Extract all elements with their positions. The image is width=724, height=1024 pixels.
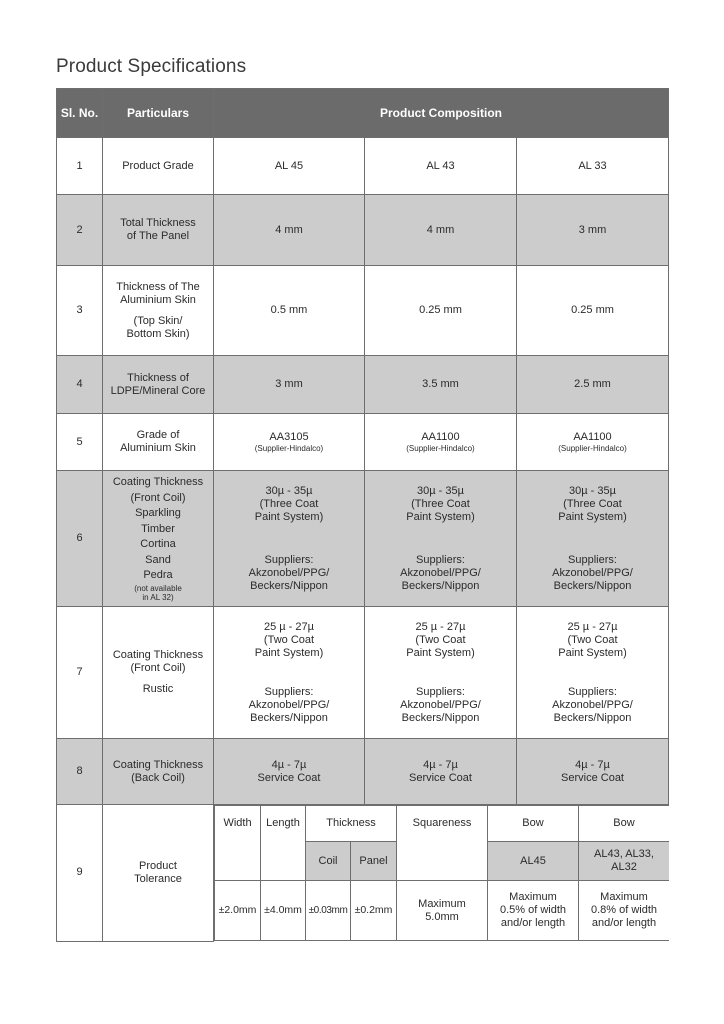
grade-al43-value: AL 43 xyxy=(365,138,517,195)
grade-al45-value: AL 45 xyxy=(214,138,365,195)
table-row xyxy=(57,414,669,471)
table-row xyxy=(57,356,669,414)
grade-al33-value: AL 33 xyxy=(517,138,669,195)
grade-al43-value: 3.5 mm xyxy=(365,356,517,414)
coating-spec: 30µ - 35µ (Three Coat Paint System) xyxy=(406,484,475,523)
thickness-panel-header: Panel xyxy=(351,842,397,881)
suppliers: Suppliers: Akzonobel/PPG/ Beckers/Nippon xyxy=(248,685,330,724)
row-number: 2 xyxy=(57,195,103,266)
table-row xyxy=(57,195,669,266)
width-tolerance: ±2.0mm xyxy=(215,881,261,941)
grade-al45-value: 0.5 mm xyxy=(214,266,365,356)
row-number: 8 xyxy=(57,739,103,805)
page-title: Product Specifications xyxy=(56,56,247,77)
grade-al33-value xyxy=(517,471,669,607)
row-particular: Thickness of LDPE/Mineral Core xyxy=(103,356,214,414)
suppliers: Suppliers: Akzonobel/PPG/ Beckers/Nippon xyxy=(400,685,481,724)
table-row xyxy=(57,739,669,805)
suppliers: Suppliers: Akzonobel/PPG/ Beckers/Nippon xyxy=(552,553,633,592)
row-particular-note: Rustic xyxy=(142,683,174,695)
supplier-note: (Supplier-Hindalco) xyxy=(558,444,627,453)
row-particular: Product Tolerance xyxy=(103,805,214,942)
header-composition: Product Composition xyxy=(214,89,669,138)
grade-al43-value: 0.25 mm xyxy=(365,266,517,356)
bow-al45-label: AL45 xyxy=(488,842,579,881)
row-particular: Product Grade xyxy=(103,138,214,195)
suppliers: Suppliers: Akzonobel/PPG/ Beckers/Nippon xyxy=(552,685,633,724)
header-particulars: Particulars xyxy=(103,89,214,138)
coating-spec: 30µ - 35µ (Three Coat Paint System) xyxy=(558,484,627,523)
tolerance-grid xyxy=(214,805,669,942)
tolerance-squareness-header: Squareness xyxy=(397,806,488,881)
row-particular: Coating Thickness (Back Coil) xyxy=(103,739,214,805)
tolerance-bow-header: Bow xyxy=(488,806,579,842)
tolerance-bow-header: Bow xyxy=(579,806,669,842)
grade-al33-value: 0.25 mm xyxy=(517,266,669,356)
length-tolerance: ±4.0mm xyxy=(261,881,306,941)
skin-grade: AA1100 xyxy=(421,431,460,443)
table-row xyxy=(57,266,669,356)
supplier-note: (Supplier-Hindalco) xyxy=(406,444,475,453)
row-particular: Total Thickness of The Panel xyxy=(103,195,214,266)
tolerance-values-row xyxy=(215,881,669,941)
grade-al33-value xyxy=(517,607,669,739)
coating-spec: 25 µ - 27µ (Two Coat Paint System) xyxy=(406,620,475,659)
grade-al45-value: 4 mm xyxy=(214,195,365,266)
panel-tolerance: ±0.2mm xyxy=(351,881,397,941)
grade-al45-value: 3 mm xyxy=(214,356,365,414)
row-number: 5 xyxy=(57,414,103,471)
row-particular xyxy=(103,607,214,739)
thickness-coil-header: Coil xyxy=(306,842,351,881)
tolerance-width-header: Width xyxy=(215,806,261,881)
table-row xyxy=(57,471,669,607)
coating-spec: 25 µ - 27µ (Two Coat Paint System) xyxy=(558,620,627,659)
grade-al43-value xyxy=(365,414,517,471)
grade-al33-value: 2.5 mm xyxy=(517,356,669,414)
row-number: 6 xyxy=(57,471,103,607)
coating-spec: 25 µ - 27µ (Two Coat Paint System) xyxy=(254,620,324,659)
row-particular-note: (Top Skin/ Bottom Skin) xyxy=(126,314,190,340)
skin-grade: AA3105 xyxy=(269,431,309,443)
suppliers: Suppliers: Akzonobel/PPG/ Beckers/Nippon xyxy=(248,553,330,592)
row-particular: Grade of Aluminium Skin xyxy=(103,414,214,471)
tolerance-length-header: Length xyxy=(261,806,306,881)
row-particular-main: Coating Thickness (Front Coil) xyxy=(112,649,204,674)
row-number: 7 xyxy=(57,607,103,739)
tolerance-header-row xyxy=(215,806,669,842)
grade-al45-value xyxy=(214,607,365,739)
grade-al43-value xyxy=(365,607,517,739)
tolerance-thickness-header: Thickness xyxy=(306,806,397,842)
grade-al33-value: 4µ - 7µ Service Coat xyxy=(517,739,669,805)
row-number: 9 xyxy=(57,805,103,942)
row-particular-main: Thickness of The Aluminium Skin xyxy=(116,280,200,306)
header-sl-no: Sl. No. xyxy=(57,89,103,138)
suppliers: Suppliers: Akzonobel/PPG/ Beckers/Nippon xyxy=(400,553,481,592)
squareness-tolerance: Maximum 5.0mm xyxy=(397,881,488,941)
table-row xyxy=(57,607,669,739)
row-particular xyxy=(103,266,214,356)
row-particular-note: (not available in AL 32) xyxy=(134,583,182,602)
row-number: 1 xyxy=(57,138,103,195)
grade-al43-value: 4µ - 7µ Service Coat xyxy=(365,739,517,805)
tolerance-row xyxy=(57,805,669,942)
spec-table xyxy=(56,88,669,942)
skin-grade: AA1100 xyxy=(573,431,612,443)
bow-al43-al33-al32-label: AL43, AL33, AL32 xyxy=(579,842,669,881)
row-particular-main: Coating Thickness (Front Coil) Sparkling Timber Cortina Sand Pedra xyxy=(112,476,204,582)
grade-al45-value xyxy=(214,471,365,607)
grade-al33-value xyxy=(517,414,669,471)
coating-spec: 30µ - 35µ (Three Coat Paint System) xyxy=(254,484,324,523)
grade-al43-value: 4 mm xyxy=(365,195,517,266)
row-number: 3 xyxy=(57,266,103,356)
row-number: 4 xyxy=(57,356,103,414)
supplier-note: (Supplier-Hindalco) xyxy=(254,444,324,453)
bow-al45-tolerance: Maximum 0.5% of width and/or length xyxy=(488,881,579,941)
header-row xyxy=(57,89,669,138)
table-row xyxy=(57,138,669,195)
grade-al33-value: 3 mm xyxy=(517,195,669,266)
row-particular xyxy=(103,471,214,607)
grade-al45-value: 4µ - 7µ Service Coat xyxy=(214,739,365,805)
grade-al43-value xyxy=(365,471,517,607)
tolerance-table xyxy=(214,805,669,941)
coil-tolerance: ±0.03mm xyxy=(306,881,351,941)
grade-al45-value xyxy=(214,414,365,471)
bow-al43-tolerance: Maximum 0.8% of width and/or length xyxy=(579,881,669,941)
